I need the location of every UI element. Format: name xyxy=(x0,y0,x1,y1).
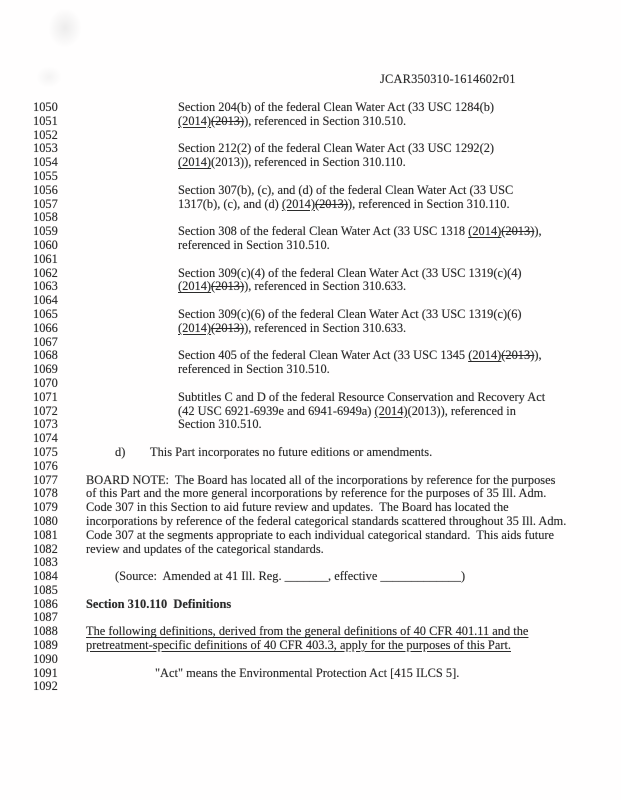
deleted-text: (2013) xyxy=(501,348,535,363)
line-number: 1064 xyxy=(33,293,58,308)
doc-line xyxy=(0,611,621,625)
text-run: 1317(b), (c), and (d) xyxy=(178,196,282,211)
doc-line xyxy=(0,129,621,143)
text-run: "Act" means the Environmental Protection Act [415 ILCS 5]. xyxy=(155,665,460,680)
inserted-text: (2014) xyxy=(281,196,315,211)
line-number: 1066 xyxy=(33,320,58,335)
doc-line xyxy=(0,639,621,653)
doc-line xyxy=(0,280,621,294)
line-number: 1083 xyxy=(33,555,58,570)
line-text xyxy=(178,280,406,294)
doc-line xyxy=(0,529,621,543)
line-number: 1056 xyxy=(33,182,58,197)
text-run: Section 309(c)(4) of the federal Clean Water Act (33 USC 1319(c)(4) xyxy=(178,265,522,280)
doc-line xyxy=(0,501,621,515)
line-text xyxy=(86,515,566,529)
text-run: BOARD NOTE: The Board has located all of the incorporations by reference for the purposes xyxy=(86,472,556,487)
inserted-text: (2014) xyxy=(178,320,212,335)
line-number: 1052 xyxy=(33,127,58,142)
inserted-text: The following definitions, derived from the general definitions of 40 CFR 401.11 and the xyxy=(86,624,529,639)
line-number: 1060 xyxy=(33,237,58,252)
text-run: incorporations by reference of the federal categorical standards scattered throughout 35 Ill. Adm. xyxy=(86,513,567,528)
text-run: Section 309(c)(6) of the federal Clean Water Act (33 USC 1319(c)(6) xyxy=(178,306,522,321)
line-text xyxy=(178,101,494,115)
inserted-text: pretreatment-specific definitions of 40 CFR 403.3, apply for the purposes of this Part. xyxy=(86,638,511,653)
doc-line xyxy=(0,405,621,419)
doc-line xyxy=(0,598,621,612)
line-text xyxy=(178,405,516,419)
doc-line xyxy=(0,225,621,239)
line-number: 1076 xyxy=(33,458,58,473)
doc-line xyxy=(0,115,621,129)
line-text xyxy=(86,639,511,653)
line-text xyxy=(115,570,465,584)
text-run: ), xyxy=(534,224,542,239)
text-run: Section 308 of the federal Clean Water Act (33 USC 1318 xyxy=(178,224,469,239)
line-number: 1086 xyxy=(33,596,58,611)
document-id-header: JCAR350310-1614602r01 xyxy=(380,72,516,86)
line-number: 1067 xyxy=(33,334,58,349)
text-run: (Source: Amended at 41 Ill. Reg. _______, effective _____________) xyxy=(115,569,466,584)
line-text xyxy=(155,667,459,681)
doc-line xyxy=(0,432,621,446)
line-number: 1057 xyxy=(33,196,58,211)
doc-line xyxy=(0,653,621,667)
doc-line xyxy=(0,349,621,363)
doc-line xyxy=(0,267,621,281)
doc-line xyxy=(0,667,621,681)
line-number: 1077 xyxy=(33,472,58,487)
line-number: 1074 xyxy=(33,431,58,446)
text-run: (2013)), referenced in Section 310.110. xyxy=(211,155,406,170)
line-number: 1068 xyxy=(33,348,58,363)
text-run: (42 USC 6921-6939e and 6941-6949a) xyxy=(178,403,375,418)
deleted-text: (2013) xyxy=(211,113,245,128)
text-run: Code 307 at the segments appropriate to each individual categorical standard. This aids future xyxy=(86,527,555,542)
deleted-text: (2013) xyxy=(314,196,348,211)
doc-line xyxy=(0,391,621,405)
scan-smudge xyxy=(48,8,82,48)
text-run: (2013)), referenced in xyxy=(407,403,516,418)
line-text xyxy=(86,501,509,515)
line-text xyxy=(178,142,494,156)
deleted-text: (2013) xyxy=(211,320,245,335)
line-number: 1071 xyxy=(33,389,58,404)
inserted-text: (2014) xyxy=(178,155,212,170)
doc-line xyxy=(0,336,621,350)
line-number: 1059 xyxy=(33,224,58,239)
line-text xyxy=(86,529,554,543)
line-text xyxy=(86,625,528,639)
line-text xyxy=(115,446,432,460)
doc-line xyxy=(0,377,621,391)
text-run: ), referenced in Section 310.633. xyxy=(244,279,407,294)
doc-line xyxy=(0,308,621,322)
doc-line xyxy=(0,294,621,308)
line-number: 1065 xyxy=(33,306,58,321)
line-number: 1055 xyxy=(33,168,58,183)
line-text xyxy=(86,543,324,557)
line-number: 1072 xyxy=(33,403,58,418)
text-run: Section 310.110 Definitions xyxy=(86,596,232,611)
text-run: ), referenced in Section 310.510. xyxy=(244,113,407,128)
line-text xyxy=(178,184,513,198)
line-text xyxy=(178,198,510,212)
doc-line xyxy=(0,198,621,212)
text-run: Section 405 of the federal Clean Water Act (33 USC 1345 xyxy=(178,348,469,363)
inserted-text: (2014) xyxy=(468,224,502,239)
inserted-text: (2014) xyxy=(178,113,212,128)
line-number: 1085 xyxy=(33,582,58,597)
line-number: 1090 xyxy=(33,651,58,666)
doc-line xyxy=(0,625,621,639)
text-run: d) xyxy=(115,444,126,459)
text-run: Section 204(b) of the federal Clean Water Act (33 USC 1284(b) xyxy=(178,100,495,114)
line-number: 1082 xyxy=(33,541,58,556)
line-text xyxy=(86,598,231,612)
line-text xyxy=(178,239,330,253)
text-run: of this Part and the more general incorporations by reference for the purposes of 35 Ill. Adm. xyxy=(86,486,547,501)
text-run: Code 307 in this Section to aid future review and updates. The Board has located the xyxy=(86,500,509,515)
doc-line xyxy=(0,584,621,598)
deleted-text: (2013) xyxy=(501,224,535,239)
doc-line xyxy=(0,322,621,336)
line-number: 1088 xyxy=(33,624,58,639)
line-text xyxy=(178,363,330,377)
inserted-text: (2014) xyxy=(178,279,212,294)
line-number: 1081 xyxy=(33,527,58,542)
doc-line xyxy=(0,487,621,501)
text-run: Section 307(b), (c), and (d) of the federal Clean Water Act (33 USC xyxy=(178,182,514,197)
doc-line xyxy=(0,101,621,115)
line-number: 1058 xyxy=(33,210,58,225)
line-text xyxy=(178,391,545,405)
line-text xyxy=(178,322,406,336)
line-number: 1078 xyxy=(33,486,58,501)
line-text xyxy=(178,418,262,432)
doc-line xyxy=(0,156,621,170)
doc-line xyxy=(0,446,621,460)
line-number: 1089 xyxy=(33,638,58,653)
doc-line xyxy=(0,170,621,184)
doc-line xyxy=(0,184,621,198)
document-lines xyxy=(0,101,621,694)
text-run: This Part incorporates no future editions or amendments. xyxy=(150,444,433,459)
doc-line xyxy=(0,253,621,267)
line-text xyxy=(86,474,555,488)
inserted-text: (2014) xyxy=(468,348,502,363)
doc-line xyxy=(0,515,621,529)
deleted-text: (2013) xyxy=(211,279,245,294)
scan-smudge xyxy=(36,66,62,88)
line-number: 1070 xyxy=(33,375,58,390)
doc-line xyxy=(0,460,621,474)
line-number: 1069 xyxy=(33,362,58,377)
line-number: 1092 xyxy=(33,679,58,694)
line-number: 1087 xyxy=(33,610,58,625)
line-text xyxy=(178,115,406,129)
line-number: 1080 xyxy=(33,513,58,528)
line-number: 1051 xyxy=(33,113,58,128)
line-text xyxy=(178,156,406,170)
line-number: 1084 xyxy=(33,569,58,584)
line-number: 1063 xyxy=(33,279,58,294)
line-number: 1075 xyxy=(33,444,58,459)
text-run: ), xyxy=(534,348,542,363)
doc-line xyxy=(0,142,621,156)
line-number: 1079 xyxy=(33,500,58,515)
text-run: ), referenced in Section 310.633. xyxy=(244,320,407,335)
doc-line xyxy=(0,680,621,694)
doc-line xyxy=(0,239,621,253)
line-number: 1062 xyxy=(33,265,58,280)
doc-line xyxy=(0,211,621,225)
text-run: referenced in Section 310.510. xyxy=(178,362,330,377)
text-run: review and updates of the categorical standards. xyxy=(86,541,324,556)
text-run: Subtitles C and D of the federal Resource Conservation and Recovery Act xyxy=(178,389,546,404)
doc-line xyxy=(0,543,621,557)
text-run: ), referenced in Section 310.110. xyxy=(348,196,510,211)
doc-line xyxy=(0,363,621,377)
line-number: 1053 xyxy=(33,141,58,156)
line-number: 1054 xyxy=(33,155,58,170)
line-number: 1061 xyxy=(33,251,58,266)
line-number: 1091 xyxy=(33,665,58,680)
line-text xyxy=(178,308,522,322)
inserted-text: (2014) xyxy=(374,403,408,418)
doc-line xyxy=(0,556,621,570)
text-run: Section 310.510. xyxy=(178,417,262,432)
text-run: referenced in Section 310.510. xyxy=(178,237,330,252)
line-number: 1073 xyxy=(33,417,58,432)
line-number: 1050 xyxy=(33,100,58,114)
line-text xyxy=(86,487,546,501)
doc-line xyxy=(0,570,621,584)
line-text xyxy=(178,267,522,281)
text-run: Section 212(2) of the federal Clean Water Act (33 USC 1292(2) xyxy=(178,141,495,156)
doc-line xyxy=(0,474,621,488)
line-text xyxy=(178,225,542,239)
line-text xyxy=(178,349,542,363)
doc-line xyxy=(0,418,621,432)
